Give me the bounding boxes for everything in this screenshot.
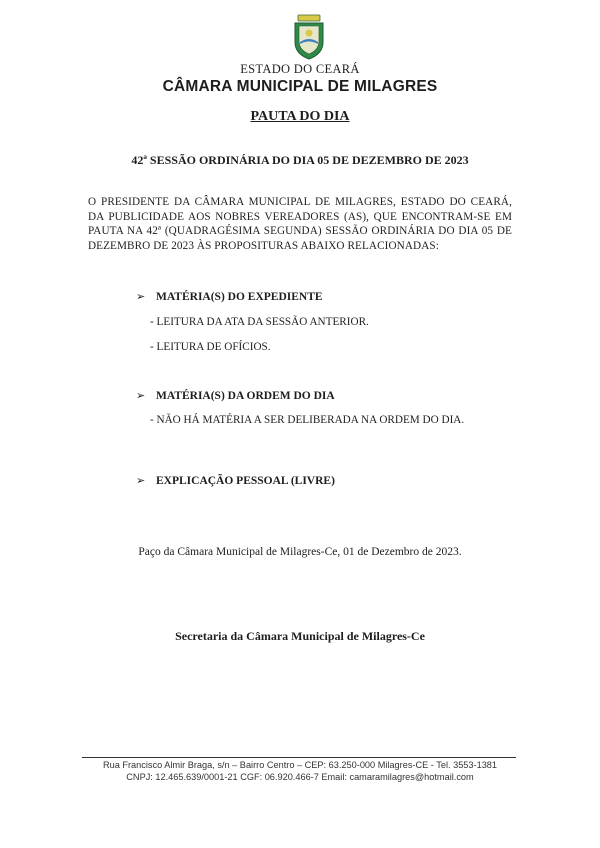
intro-paragraph: O PRESIDENTE DA CÂMARA MUNICIPAL DE MILAGRES, ESTADO DO CEARÁ, DA PUBLICIDADE AOS NOBRES VEREADORES (AS), QUE ENCONTRAM-SE EM PAUTA NA 42ª (QUADRAGÉSIMA SEGUNDA) SESSÃO ORDINÁRIA DO DIA 05 DE DEZEMBRO DE 2023 ÀS PROPOSITURAS ABAIXO RELACIONADAS:: [88, 196, 512, 252]
list-item: - NÃO HÁ MATÉRIA A SER DELIBERADA NA ORDEM DO DIA.: [150, 414, 465, 426]
footer-address: Rua Francisco Almir Braga, s/n – Bairro Centro – CEP: 63.250-000 Milagres-CE - Tel. 3553-1381: [102, 760, 498, 770]
section-heading-ordem-do-dia: [136, 389, 335, 402]
signature-line: Secretaria da Câmara Municipal de Milagres-Ce: [175, 629, 425, 643]
list-item: - LEITURA DA ATA DA SESSÃO ANTERIOR.: [150, 316, 369, 328]
section-heading-label: MATÉRIA(S) DO EXPEDIENTE: [156, 291, 323, 303]
state-coat-of-arms-icon: [289, 14, 329, 60]
page-title: PAUTA DO DIA: [250, 109, 350, 124]
footer-contact: CNPJ: 12.465.639/0001-21 CGF: 06.920.466-7 Email: camaramilagres@hotmail.com: [126, 772, 474, 782]
session-title: 42ª SESSÃO ORDINÁRIA DO DIA 05 DE DEZEMBRO DE 2023: [131, 153, 469, 167]
arrow-bullet-icon: ➢: [136, 389, 146, 402]
arrow-bullet-icon: ➢: [136, 474, 146, 487]
list-item: - LEITURA DE OFÍCIOS.: [150, 341, 271, 353]
chamber-name: CÂMARA MUNICIPAL DE MILAGRES: [162, 78, 438, 95]
section-heading-expediente: [136, 290, 323, 303]
footer-divider: [82, 757, 516, 758]
section-heading-label: MATÉRIA(S) DA ORDEM DO DIA: [156, 390, 335, 402]
arrow-bullet-icon: ➢: [136, 290, 146, 303]
closing-date-line: Paço da Câmara Municipal de Milagres-Ce, 01 de Dezembro de 2023.: [138, 546, 462, 558]
section-heading-explicacao-pessoal: [136, 474, 335, 487]
state-name: ESTADO DO CEARÁ: [240, 62, 360, 76]
section-heading-label: EXPLICAÇÃO PESSOAL (LIVRE): [156, 475, 335, 487]
